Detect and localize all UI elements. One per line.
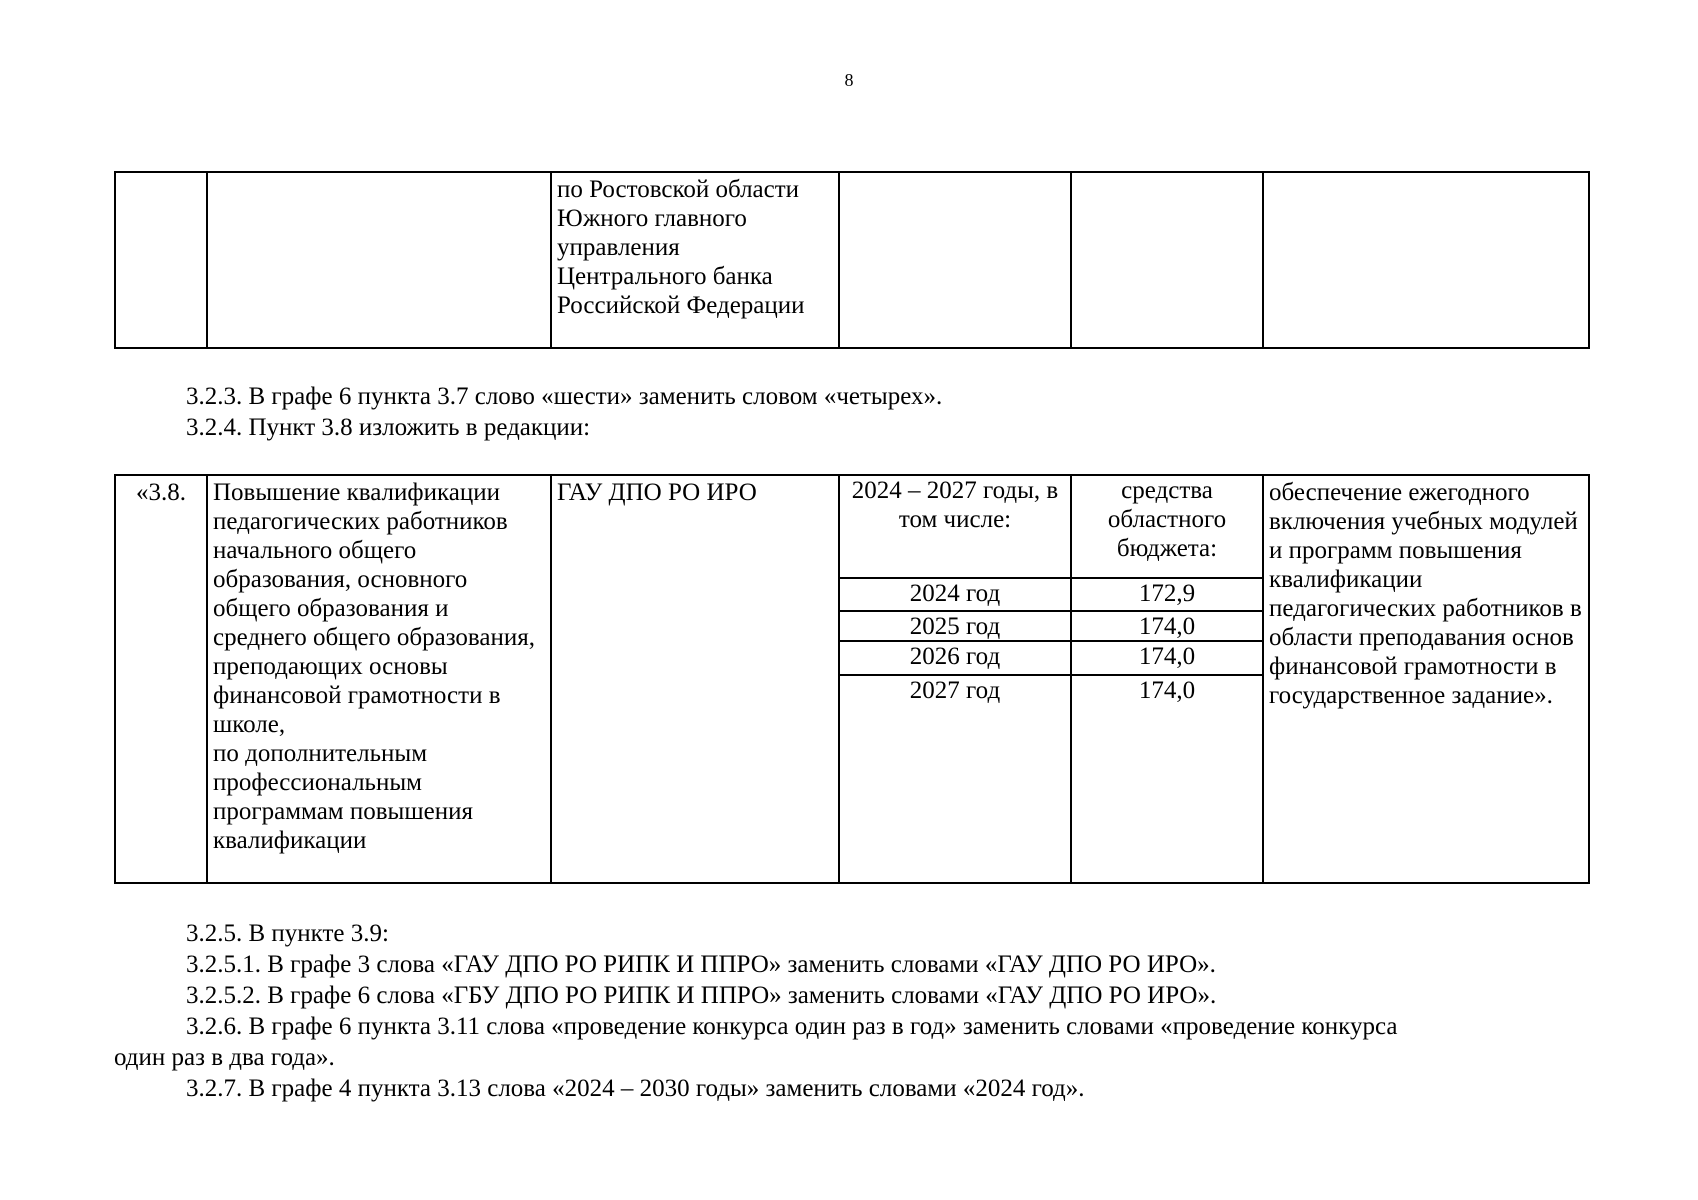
item-number: «3.8. — [115, 475, 207, 883]
page-number: 8 — [844, 70, 854, 90]
paragraph-3-2-5-1: 3.2.5.1. В графе 3 слова «ГАУ ДПО РО РИПК И ППРО» заменить словами «ГАУ ДПО РО ИРО». — [186, 951, 1216, 978]
paragraph-3-2-6-continuation: один раз в два года». — [114, 1044, 335, 1071]
measure-name: Повышение квалификации педагогических работников начального общего образования, основного общего образования и среднего общего образования, преподающих основы финансовой грамотности в школе, по дополнительным профессиональным программам повышения квалификации — [207, 475, 551, 883]
table-row — [115, 172, 1589, 348]
period-header: 2024 – 2027 годы, в том числе: — [851, 477, 1059, 533]
paragraph-3-2-4: 3.2.4. Пункт 3.8 изложить в редакции: — [186, 414, 591, 441]
paragraph-3-2-6: 3.2.6. В графе 6 пункта 3.11 слова «проведение конкурса один раз в год» заменить словами «проведение конкурса — [186, 1013, 1398, 1040]
paragraph-3-2-5-2: 3.2.5.2. В графе 6 слова «ГБУ ДПО РО РИПК И ППРО» заменить словами «ГАУ ДПО РО ИРО». — [186, 982, 1217, 1009]
year-2024: 2024 год — [840, 577, 1070, 610]
table-cell — [839, 172, 1071, 348]
expected-result: обеспечение ежегодного включения учебных модулей и программ повышения квалификации педагогических работников в области преподавания основ финансовой грамотности в государственное задание». — [1263, 475, 1589, 883]
paragraph-3-2-3: 3.2.3. В графе 6 пункта 3.7 слово «шести» заменить словом «четырех». — [186, 383, 943, 410]
funding-header: средства областного бюджета: — [1107, 477, 1227, 562]
amount-2024: 172,9 — [1072, 577, 1262, 610]
funding-cell — [1071, 475, 1263, 883]
amount-2027: 174,0 — [1072, 674, 1262, 706]
amount-2026: 174,0 — [1072, 640, 1262, 674]
table-cell — [1263, 172, 1589, 348]
period-cell — [839, 475, 1071, 883]
table-row — [115, 475, 1589, 883]
paragraph-3-2-7: 3.2.7. В графе 4 пункта 3.13 слова «2024 – 2030 годы» заменить словами «2024 год». — [186, 1075, 1085, 1102]
year-2027: 2027 год — [840, 674, 1070, 706]
paragraph-3-2-5: 3.2.5. В пункте 3.9: — [186, 920, 389, 947]
table-cell — [115, 172, 207, 348]
continuation-table — [114, 171, 1590, 349]
year-2026: 2026 год — [840, 640, 1070, 674]
table-cell — [1071, 172, 1263, 348]
amount-2025: 174,0 — [1072, 610, 1262, 640]
table-cell: по Ростовской области Южного главного управления Центрального банка Российской Федерации — [551, 172, 839, 348]
year-2025: 2025 год — [840, 610, 1070, 640]
measure-table — [114, 474, 1590, 884]
executor: ГАУ ДПО РО ИРО — [551, 475, 839, 883]
table-cell — [207, 172, 551, 348]
